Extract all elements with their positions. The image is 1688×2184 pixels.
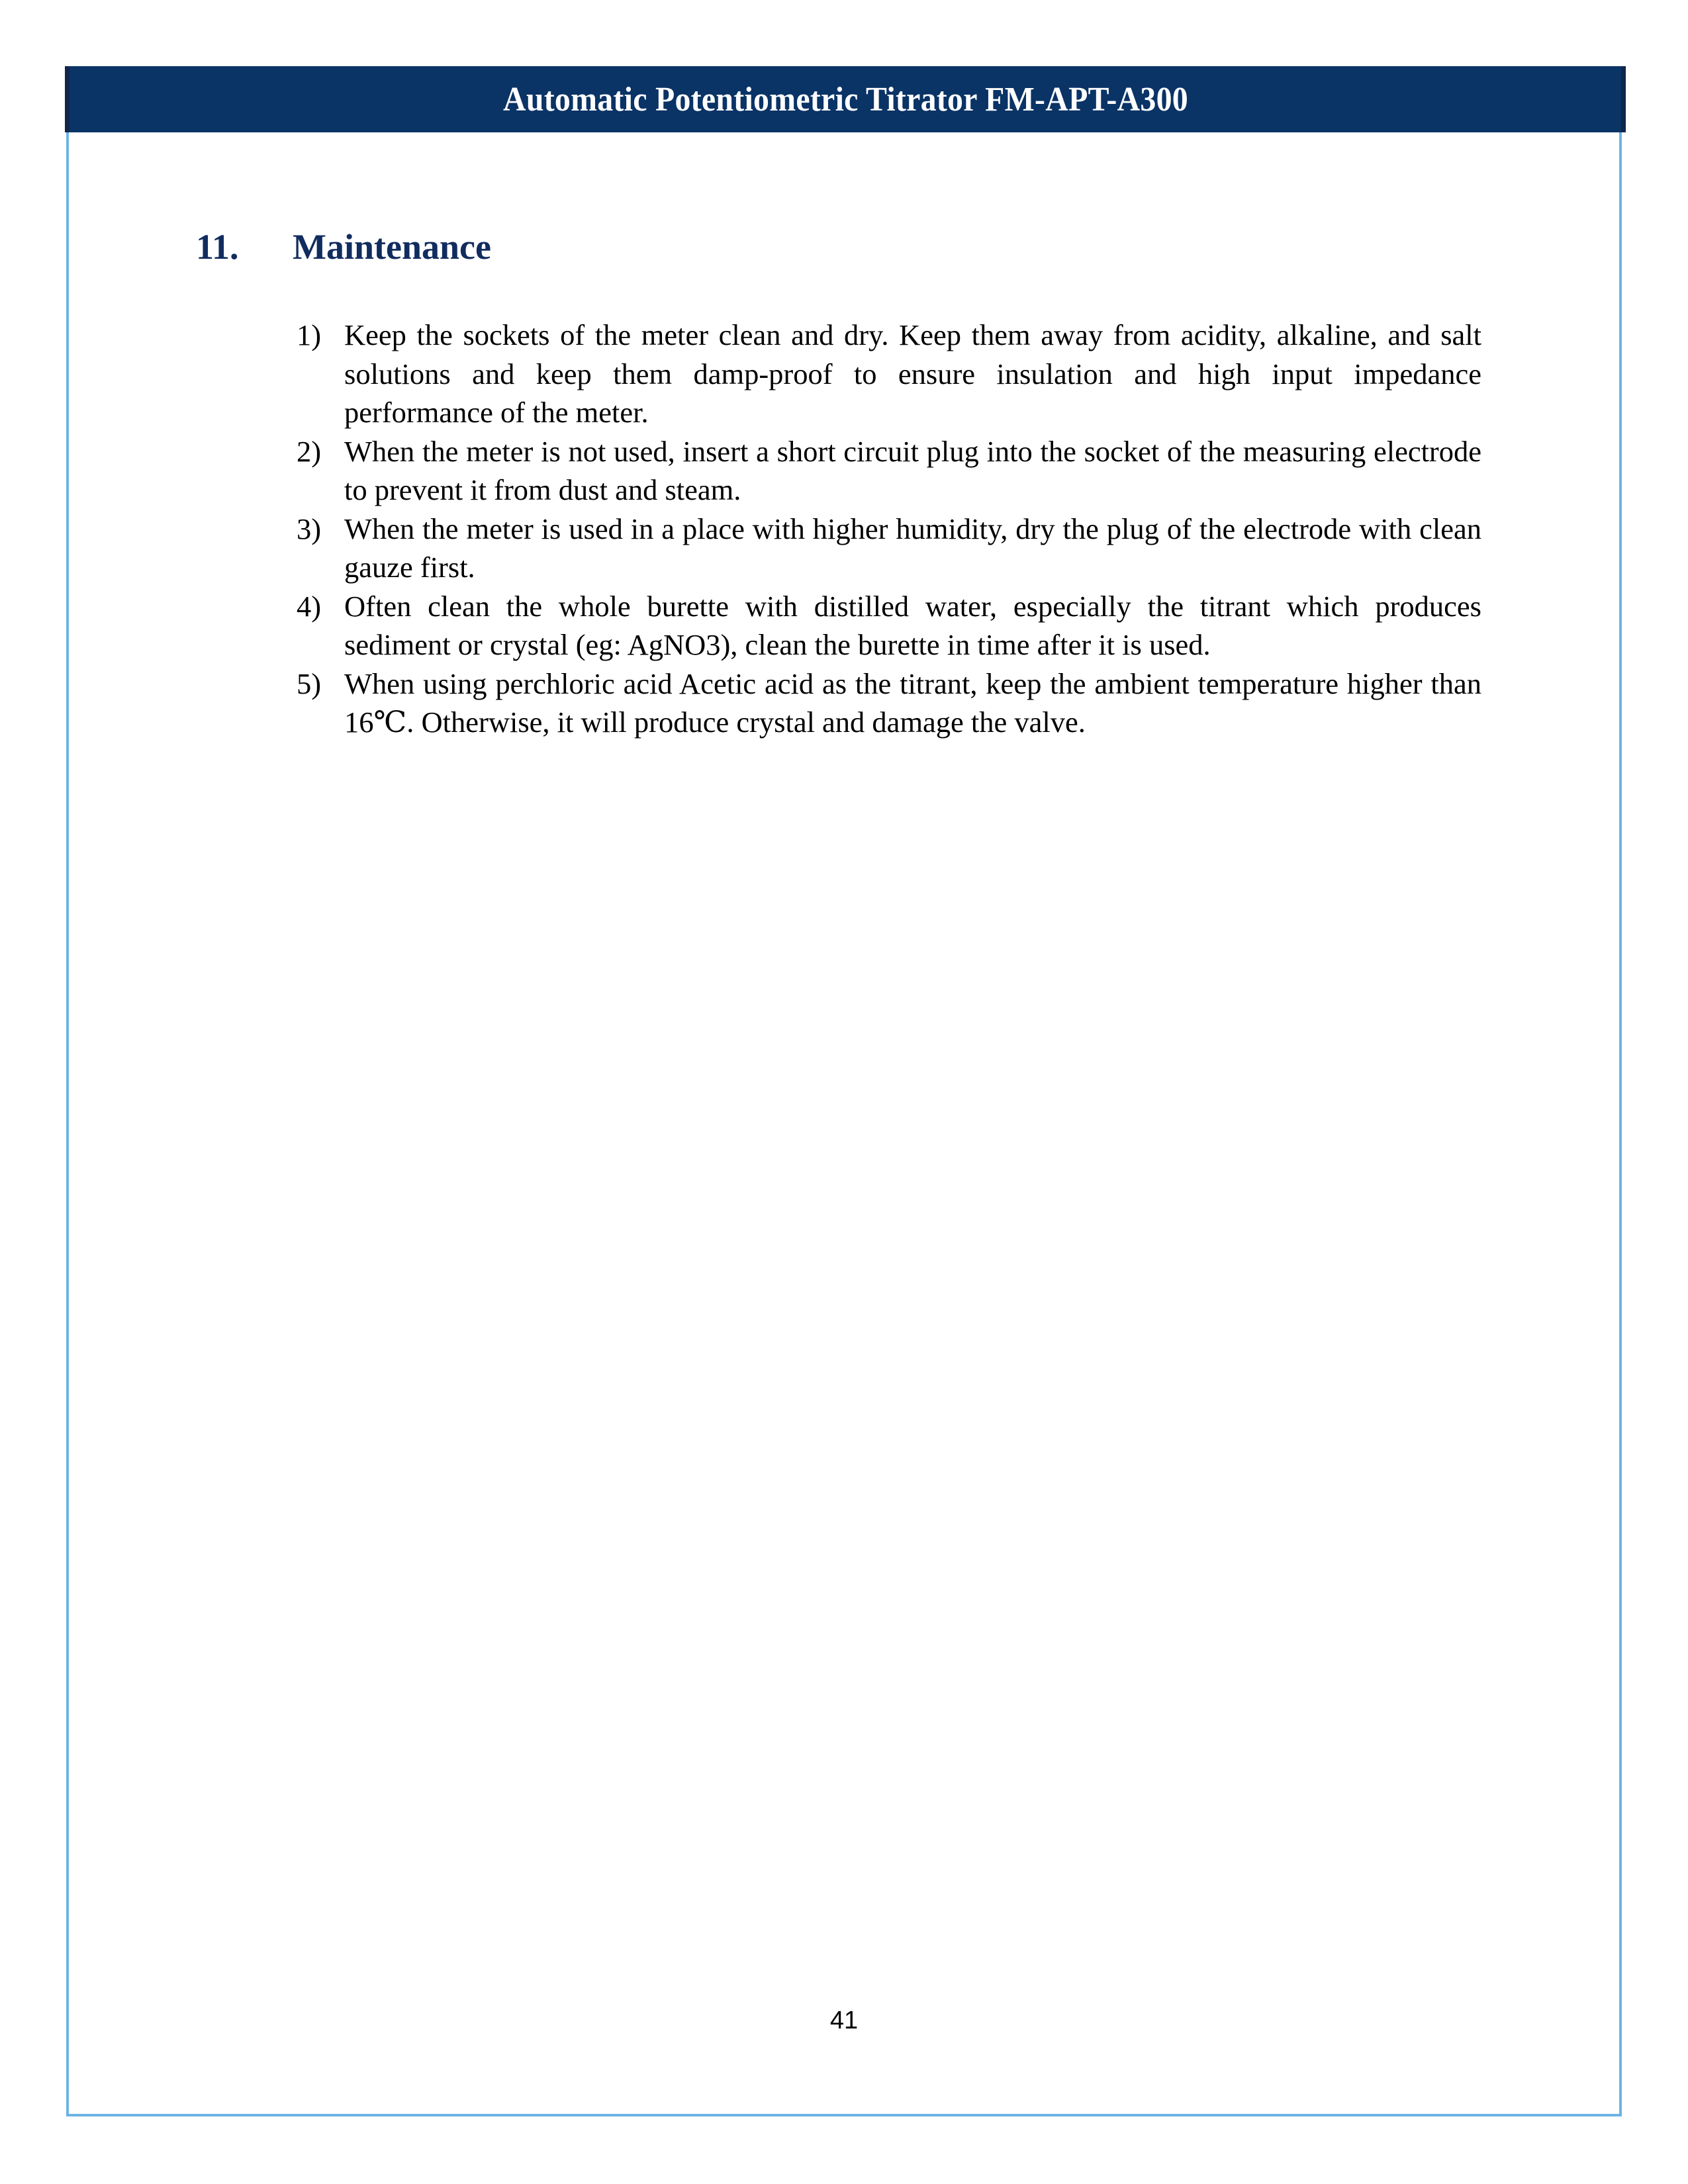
document-title: Automatic Potentiometric Titrator FM-APT-A300 — [502, 80, 1188, 118]
maintenance-list — [297, 316, 1481, 742]
list-item — [297, 432, 1481, 510]
page-title: Maintenance — [293, 227, 491, 267]
list-item-marker: 1) — [297, 318, 322, 351]
section-heading — [196, 229, 491, 265]
list-item — [297, 664, 1481, 742]
list-item — [297, 510, 1481, 587]
list-item — [297, 316, 1481, 432]
list-item — [297, 587, 1481, 664]
document-header-bar — [65, 66, 1626, 132]
list-item-text: When the meter is not used, insert a short circuit plug into the socket of the measuring electrode to prevent it from dust and steam. — [344, 434, 1481, 506]
list-item-text: When the meter is used in a place with higher humidity, dry the plug of the electrode with clean gauze first. — [344, 512, 1481, 584]
page-number: 41 — [829, 2007, 859, 2034]
section-number: 11. — [196, 227, 239, 267]
list-item-marker: 2) — [297, 434, 322, 468]
list-item-text: When using perchloric acid Acetic acid as the titrant, keep the ambient temperature higher than 16℃. Otherwise, it will produce crystal and damage the valve. — [344, 666, 1481, 739]
list-item-text: Often clean the whole burette with distilled water, especially the titrant which produces sediment or crystal (eg: AgNO3), clean the burette in time after it is used. — [344, 589, 1481, 661]
list-item-marker: 5) — [297, 666, 322, 700]
list-item-marker: 4) — [297, 589, 322, 623]
list-item-marker: 3) — [297, 512, 322, 545]
list-item-text: Keep the sockets of the meter clean and dry. Keep them away from acidity, alkaline, and salt solutions and keep them damp-proof to ensure insulation and high input impedance performance of the meter. — [344, 318, 1481, 429]
